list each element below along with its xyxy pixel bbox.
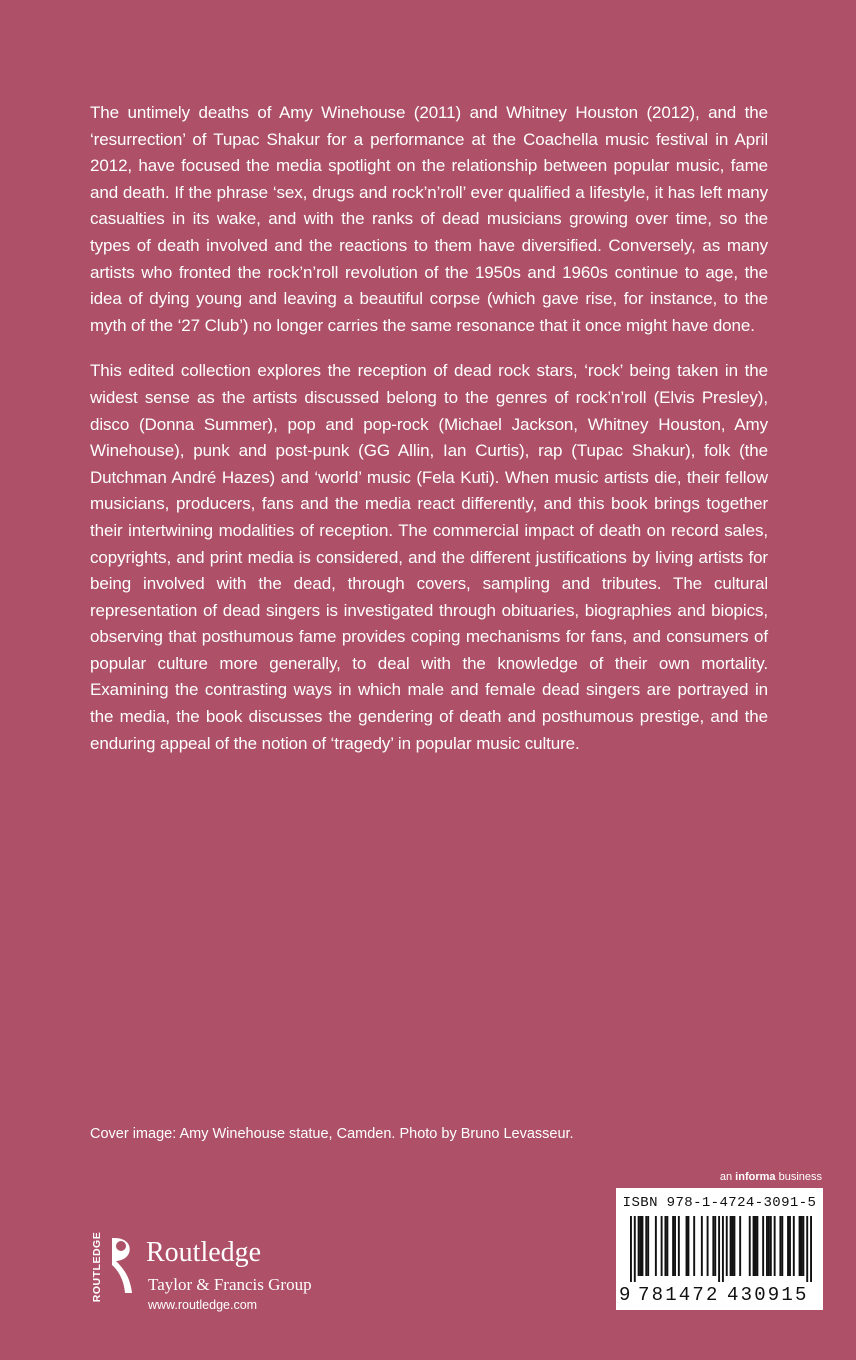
informa-prefix: an [719, 1171, 733, 1183]
barcode-bar [661, 1216, 663, 1276]
barcode-bar [678, 1216, 680, 1276]
barcode-bar [793, 1216, 795, 1276]
barcode-bar [712, 1216, 714, 1276]
ean-first-digit: 9 [619, 1284, 631, 1306]
barcode-bar [726, 1216, 728, 1276]
barcode-bar [789, 1216, 791, 1276]
publisher-url: www.routledge.com [148, 1298, 258, 1312]
publisher-block [90, 1233, 350, 1313]
barcode-bar [641, 1216, 643, 1276]
barcode-bar [787, 1216, 789, 1276]
ean-right-group: 430915 [727, 1284, 809, 1306]
informa-suffix: business [778, 1171, 822, 1183]
barcode-bar [666, 1216, 668, 1276]
publisher-vertical-label [90, 1233, 104, 1301]
informa-brand: informa [735, 1171, 776, 1183]
barcode-bar [810, 1216, 812, 1282]
barcode-bar [730, 1216, 732, 1276]
cover-image-credit: Cover image: Amy Winehouse statue, Camden. Photo by Bruno Levasseur. [90, 1126, 574, 1142]
barcode-bar [672, 1216, 674, 1276]
blurb-paragraph-1: The untimely deaths of Amy Winehouse (2011) and Whitney Houston (2012), and the ‘resurrection’ of Tupac Shakur for a performance at the Coachella music festival in April 2012, have focused the media spotlight on the relationship between popular music, fame and death. If the phrase ‘sex, drugs and rock’n’roll’ ever qualified a lifestyle, it has left many casualties in its wake, and with the ranks of dead musicians growing over time, so the types of death involved and the reactions to them have diversified. Conversely, as many artists who fronted the rock’n’roll revolution of the 1950s and 1960s continue to age, the idea of dying young and leaving a beautiful corpse (which gave rise, for instance, to the myth of the ‘27 Club’) no longer carries the same resonance that it once might have done. [90, 103, 768, 335]
barcode-bar [687, 1216, 689, 1276]
barcode-bar [802, 1216, 804, 1276]
barcode-bar [655, 1216, 657, 1276]
barcode-bar [749, 1216, 751, 1276]
barcode-bar [647, 1216, 649, 1276]
barcode-bar [774, 1216, 776, 1276]
publisher-group: Taylor & Francis Group [148, 1275, 312, 1294]
barcode-bar [779, 1216, 781, 1276]
ean-left-group: 781472 [638, 1284, 720, 1306]
publisher-name: Routledge [146, 1237, 262, 1268]
ean-digits [616, 1284, 823, 1308]
barcode-bar [638, 1216, 640, 1276]
barcode-bar [674, 1216, 676, 1276]
routledge-r-logo-icon [108, 1235, 134, 1295]
barcode-bar [732, 1216, 734, 1276]
barcode-bar [733, 1216, 735, 1276]
barcode-bar [634, 1216, 636, 1282]
blurb-text [90, 100, 768, 757]
blurb-paragraph-2: This edited collection explores the reception of dead rock stars, ‘rock’ being taken in the widest sense as the artists discussed belong to the genres of rock’n’roll (Elvis Presley), disco (Donna Summer), pop and pop-rock (Michael Jackson, Whitney Houston, Amy Winehouse), punk and post-punk (GG Allin, Ian Curtis), rap (Tupac Shakur), folk (the Dutchman André Hazes) and ‘world’ music (Fela Kuti). When music artists die, their fellow musicians, producers, fans and the media react differently, and this book brings together their intertwining modalities of reception. The commercial impact of death on record sales, copyrights, and print media is considered, and the different justifications by living artists for being involved with the dead, through covers, sampling and tributes. The cultural representation of dead singers is investigated through obituaries, biographies and biopics, observing that posthumous fame provides coping mechanisms for fans, and consumers of popular culture more generally, to deal with the knowledge of their own mortality. Examining the contrasting ways in which male and female dead singers are portrayed in the media, the book discusses the gendering of death and posthumous prestige, and the enduring appeal of the notion of ‘tragedy’ in popular music culture. [90, 361, 768, 753]
isbn-barcode [616, 1188, 823, 1310]
barcode-bar [799, 1216, 801, 1276]
publisher-vertical-text: ROUTLEDGE [91, 1231, 103, 1303]
barcode-bar [755, 1216, 757, 1276]
barcode-bar [766, 1216, 768, 1276]
barcode-bar [753, 1216, 755, 1276]
barcode-bar [701, 1216, 703, 1276]
barcode-bar [664, 1216, 666, 1276]
barcode-bar [686, 1216, 688, 1276]
isbn-label: ISBN 978-1-4724-3091-5 [622, 1195, 817, 1211]
barcode-bar [693, 1216, 695, 1276]
barcode-bar [718, 1216, 720, 1282]
informa-business-label [720, 1170, 822, 1184]
barcode-bar [762, 1216, 764, 1276]
barcode-bar [630, 1216, 632, 1282]
barcode-bar [714, 1216, 716, 1276]
barcode-bar [806, 1216, 808, 1282]
barcode-bar [640, 1216, 642, 1276]
barcode-bar [781, 1216, 783, 1276]
barcode-bar [801, 1216, 803, 1276]
barcode-bar [645, 1216, 647, 1276]
barcode-bars [630, 1216, 812, 1282]
barcode-bar [722, 1216, 724, 1282]
barcode-bar [770, 1216, 772, 1276]
barcode-bar [707, 1216, 709, 1276]
barcode-bar [739, 1216, 741, 1276]
barcode-bar [768, 1216, 770, 1276]
barcode-bar [756, 1216, 758, 1276]
